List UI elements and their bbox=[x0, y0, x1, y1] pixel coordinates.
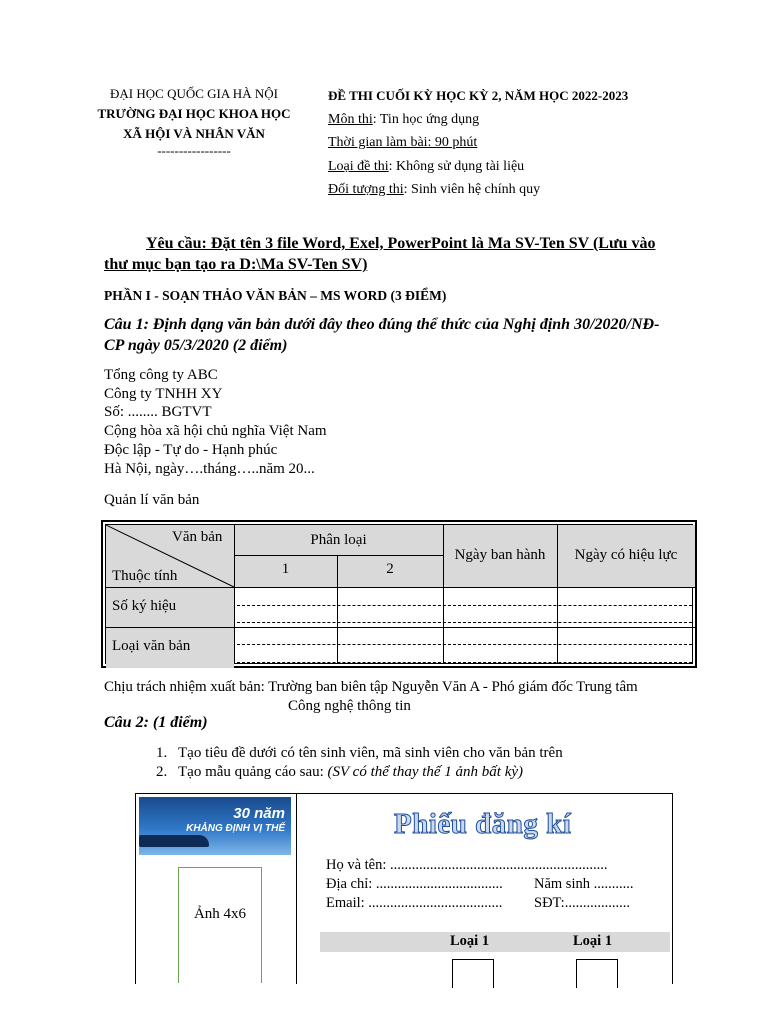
sub-header-1: 1 bbox=[281, 561, 290, 577]
question1-line2: CP ngày 05/3/2020 (2 điểm) bbox=[104, 337, 288, 354]
section-label: Quản lí văn bản bbox=[104, 492, 200, 508]
table-hline bbox=[234, 555, 443, 556]
university-name: ĐẠI HỌC QUỐC GIA HÀ NỘI bbox=[110, 86, 278, 101]
group-header: Phân loại bbox=[310, 532, 367, 548]
requirement bbox=[104, 233, 704, 275]
banner-small-text: KHẲNG ĐỊNH VỊ THẾ bbox=[186, 823, 285, 834]
option-label-1: Loại 1 bbox=[450, 933, 490, 949]
option-checkbox-1[interactable] bbox=[452, 959, 494, 988]
doc-line: Công ty TNHH XY bbox=[104, 385, 223, 402]
task-number: 1. bbox=[156, 745, 168, 761]
banner-big-text: 30 năm bbox=[233, 805, 285, 822]
dotted-fill bbox=[237, 605, 692, 606]
exam-info-block bbox=[328, 84, 628, 202]
question1-line1: Câu 1: Định dạng văn bản dưới đây theo đúng thể thức của Nghị định 30/2020/NĐ- bbox=[104, 316, 660, 333]
doc-line: Hà Nội, ngày….tháng…..năm 20... bbox=[104, 460, 315, 477]
type-value: : Không sử dụng tài liệu bbox=[388, 158, 525, 174]
phone-field: SĐT:.................. bbox=[534, 895, 630, 911]
doc-line: Tổng công ty ABC bbox=[104, 367, 218, 383]
task-note: (SV có thể thay thế 1 ảnh bất kỳ) bbox=[327, 764, 524, 780]
target-label: Đối tượng thi bbox=[328, 182, 404, 197]
exam-subject bbox=[328, 108, 628, 132]
school-name-line1: TRƯỜNG ĐẠI HỌC KHOA HỌC bbox=[97, 106, 291, 121]
requirement-line2: thư mục bạn tạo ra D:\Ma SV-Ten SV) bbox=[104, 256, 368, 273]
list-item bbox=[156, 744, 563, 763]
ship-shape bbox=[139, 835, 209, 847]
form-divider bbox=[296, 794, 297, 984]
row-symbol: Số ký hiệu bbox=[112, 598, 177, 614]
form-title: Phiếu đăng kí bbox=[394, 808, 572, 840]
col-effective-date: Ngày có hiệu lực bbox=[574, 547, 678, 563]
registration-form bbox=[135, 793, 673, 984]
exam-target bbox=[328, 178, 628, 202]
task-number: 2. bbox=[156, 764, 168, 780]
doc-line: Độc lập - Tự do - Hạnh phúc bbox=[104, 441, 278, 458]
table-inner bbox=[105, 524, 693, 664]
question2-heading: Câu 2: (1 điểm) bbox=[104, 714, 208, 731]
issuer-divider: ----------------- bbox=[157, 143, 231, 158]
dotted-fill bbox=[237, 622, 692, 623]
question1-heading bbox=[104, 314, 714, 356]
responsibility-line2: Công nghệ thông tin bbox=[288, 698, 411, 714]
document-lines bbox=[104, 366, 327, 478]
doc-line: Số: ........ BGTVT bbox=[104, 404, 212, 421]
exam-time: Thời gian làm bài: 90 phút bbox=[328, 135, 478, 150]
task-text: Tạo mẫu quảng cáo sau: bbox=[178, 764, 328, 780]
part1-heading: PHẦN I - SOẠN THẢO VĂN BẢN – MS WORD (3 ĐIỂM) bbox=[104, 288, 447, 303]
dotted-fill bbox=[237, 662, 692, 663]
requirement-line1: Yêu cầu: Đặt tên 3 file Word, Exel, PowerPoint là Ma SV-Ten SV (Lưu vào bbox=[146, 235, 656, 252]
corner-bottom-label: Thuộc tính bbox=[112, 568, 178, 584]
exam-type bbox=[328, 155, 628, 179]
exam-title: ĐỀ THI CUỐI KỲ HỌC KỲ 2, NĂM HỌC 2022-2023 bbox=[328, 88, 629, 103]
option-header bbox=[320, 932, 670, 952]
banner-image bbox=[139, 797, 291, 855]
responsibility bbox=[104, 678, 714, 716]
table-vline bbox=[443, 525, 444, 663]
name-field: Họ và tên: ............................................................ bbox=[326, 857, 608, 873]
option-checkbox-2[interactable] bbox=[576, 959, 618, 988]
option-label-2: Loại 1 bbox=[573, 933, 613, 949]
type-label: Loại đề thi bbox=[328, 158, 389, 174]
subject-value: : Tin học ứng dụng bbox=[372, 111, 480, 127]
address-field: Địa chỉ: ................................... bbox=[326, 876, 503, 892]
dotted-fill bbox=[237, 644, 692, 645]
subject-label: Môn thi bbox=[328, 111, 373, 127]
table-vline bbox=[557, 525, 558, 663]
birth-field: Năm sinh ........... bbox=[534, 876, 634, 892]
target-value: : Sinh viên hệ chính quy bbox=[403, 182, 541, 197]
table-hline bbox=[106, 627, 695, 628]
sub-header-2: 2 bbox=[386, 561, 394, 577]
list-item bbox=[156, 763, 563, 782]
responsibility-line1: Chịu trách nhiệm xuất bản: Trường ban biên tập Nguyễn Văn A - Phó giám đốc Trung tâm bbox=[104, 679, 638, 695]
issuer-block bbox=[96, 84, 292, 158]
photo-label: Ảnh 4x6 bbox=[193, 906, 247, 922]
doc-line: Cộng hòa xã hội chủ nghĩa Việt Nam bbox=[104, 423, 327, 440]
col-issue-date: Ngày ban hành bbox=[454, 547, 546, 563]
email-field: Email: ..................................... bbox=[326, 895, 503, 911]
school-name-line2: XÃ HỘI VÀ NHÂN VĂN bbox=[123, 126, 265, 141]
corner-top-label: Văn bản bbox=[172, 529, 223, 545]
task-text: Tạo tiêu đề dưới có tên sinh viên, mã sinh viên cho văn bản trên bbox=[178, 745, 563, 761]
task-list bbox=[156, 744, 563, 782]
photo-placeholder bbox=[178, 867, 262, 983]
row-doc-type: Loại văn bản bbox=[112, 638, 191, 654]
document-table bbox=[101, 520, 697, 668]
